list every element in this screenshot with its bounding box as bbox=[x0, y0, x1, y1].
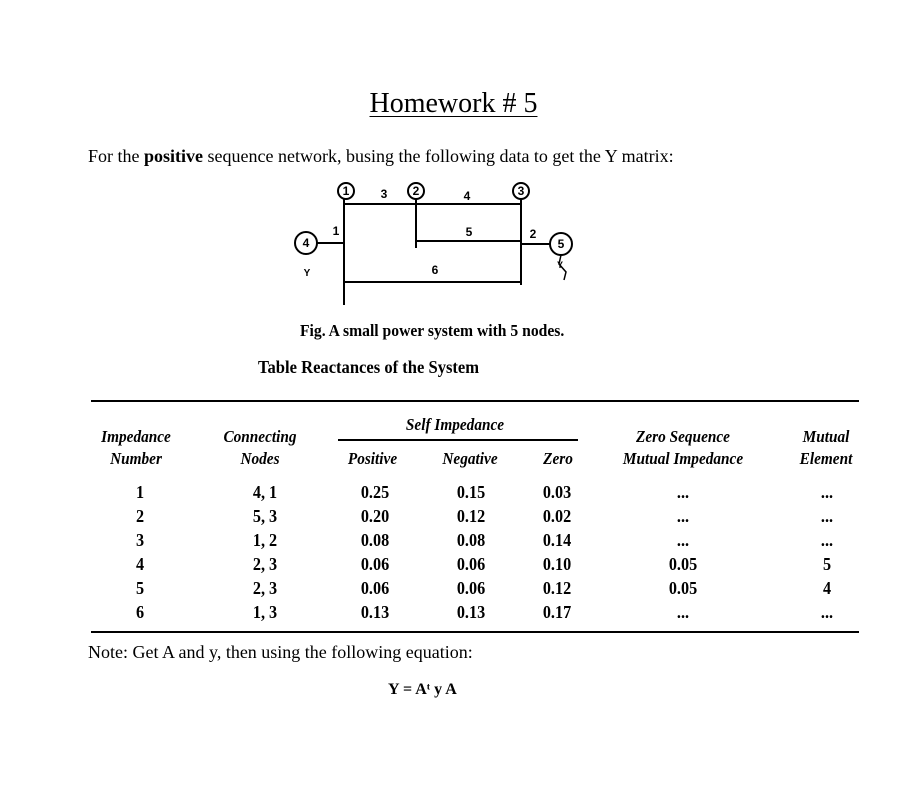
table-cell: 0.14 bbox=[542, 530, 572, 550]
column-negative bbox=[440, 480, 503, 624]
table-cell: 2 bbox=[135, 506, 145, 526]
figure-caption: Fig. A small power system with 5 nodes. bbox=[300, 321, 565, 340]
table-cell: ... bbox=[676, 530, 690, 550]
table-cell: 0.12 bbox=[456, 506, 486, 526]
header-zero: Zero bbox=[543, 449, 573, 468]
table-cell: 2, 3 bbox=[252, 578, 278, 598]
equation: Y = Aᵗ y A bbox=[388, 681, 457, 698]
table-cell: 0.15 bbox=[456, 482, 486, 502]
table-cell: ... bbox=[676, 506, 690, 526]
table-cell: 0.10 bbox=[542, 554, 572, 574]
node-4-label: 4 bbox=[302, 236, 310, 250]
branch-4-label: 4 bbox=[463, 189, 471, 203]
table-cell: 0.13 bbox=[456, 602, 486, 622]
note-text: Note: Get A and y, then using the following equation: bbox=[88, 642, 473, 662]
header-self-impedance: Self Impedance bbox=[405, 415, 505, 434]
table-cell: 4 bbox=[822, 578, 832, 598]
column-number bbox=[122, 480, 158, 624]
table-cell: 0.02 bbox=[542, 506, 572, 526]
table-cell: 0.05 bbox=[668, 578, 698, 598]
table-cell: 1, 3 bbox=[252, 602, 278, 622]
table-cell: 0.05 bbox=[668, 554, 698, 574]
header-positive: Positive bbox=[347, 449, 398, 468]
table-cell: 0.25 bbox=[360, 482, 390, 502]
table-cell: ... bbox=[820, 530, 834, 550]
node-1-label: 1 bbox=[342, 184, 350, 198]
table-cell: 5 bbox=[822, 554, 832, 574]
table-cell: ... bbox=[676, 482, 690, 502]
branch-3-label: 3 bbox=[380, 187, 388, 201]
table-cell: 0.12 bbox=[542, 578, 572, 598]
ground-label-5: Y bbox=[556, 260, 564, 270]
table-cell: 0.08 bbox=[360, 530, 390, 550]
ground-label-4: Y bbox=[303, 268, 311, 279]
branch-1-label: 1 bbox=[332, 224, 340, 238]
column-mutual-impedance bbox=[652, 480, 715, 624]
table-cell: 5, 3 bbox=[252, 506, 278, 526]
table-cell: 0.20 bbox=[360, 506, 390, 526]
table-cell: 0.08 bbox=[456, 530, 486, 550]
column-mutual-element bbox=[796, 480, 859, 624]
column-positive bbox=[344, 480, 407, 624]
intro-text: For the positive sequence network, busing the following data to get the Y matrix: bbox=[88, 146, 674, 166]
header-impedance-number: Impedance Number bbox=[101, 427, 171, 468]
table-cell: 0.06 bbox=[360, 578, 390, 598]
branch-5-label: 5 bbox=[465, 225, 473, 239]
page-title: Homework # 5 bbox=[369, 88, 538, 119]
self-impedance-rule bbox=[338, 439, 578, 441]
table-cell: ... bbox=[820, 506, 834, 526]
header-zero-sequence: Zero Sequence Mutual Impedance bbox=[622, 427, 744, 468]
header-connecting-nodes: Connecting Nodes bbox=[223, 427, 297, 468]
node-5-label: 5 bbox=[557, 237, 565, 251]
table-cell: 0.17 bbox=[542, 602, 572, 622]
table-cell: 4 bbox=[135, 554, 145, 574]
table-cell: 0.06 bbox=[360, 554, 390, 574]
table-cell: 1, 2 bbox=[252, 530, 278, 550]
table-cell: 0.06 bbox=[456, 554, 486, 574]
table-cell: 6 bbox=[135, 602, 145, 622]
column-zero bbox=[526, 480, 589, 624]
power-system-diagram bbox=[280, 180, 590, 310]
column-nodes bbox=[234, 480, 297, 624]
table-top-rule bbox=[91, 400, 859, 402]
table-cell: 3 bbox=[135, 530, 145, 550]
table-cell: 4, 1 bbox=[252, 482, 278, 502]
header-mutual-element: Mutual Element bbox=[799, 427, 853, 468]
table-cell: 0.06 bbox=[456, 578, 486, 598]
node-3-label: 3 bbox=[517, 184, 525, 198]
table-cell: 0.13 bbox=[360, 602, 390, 622]
table-cell: ... bbox=[820, 482, 834, 502]
table-cell: 2, 3 bbox=[252, 554, 278, 574]
table-cell: ... bbox=[820, 602, 834, 622]
header-negative: Negative bbox=[442, 449, 498, 468]
table-cell: 1 bbox=[135, 482, 145, 502]
table-bottom-rule bbox=[91, 631, 859, 633]
branch-2-label: 2 bbox=[529, 227, 537, 241]
branch-6-label: 6 bbox=[431, 263, 439, 277]
node-2-label: 2 bbox=[412, 184, 420, 198]
table-cell: 0.03 bbox=[542, 482, 572, 502]
table-cell: ... bbox=[676, 602, 690, 622]
table-cell: 5 bbox=[135, 578, 145, 598]
table-caption: Table Reactances of the System bbox=[258, 357, 480, 377]
